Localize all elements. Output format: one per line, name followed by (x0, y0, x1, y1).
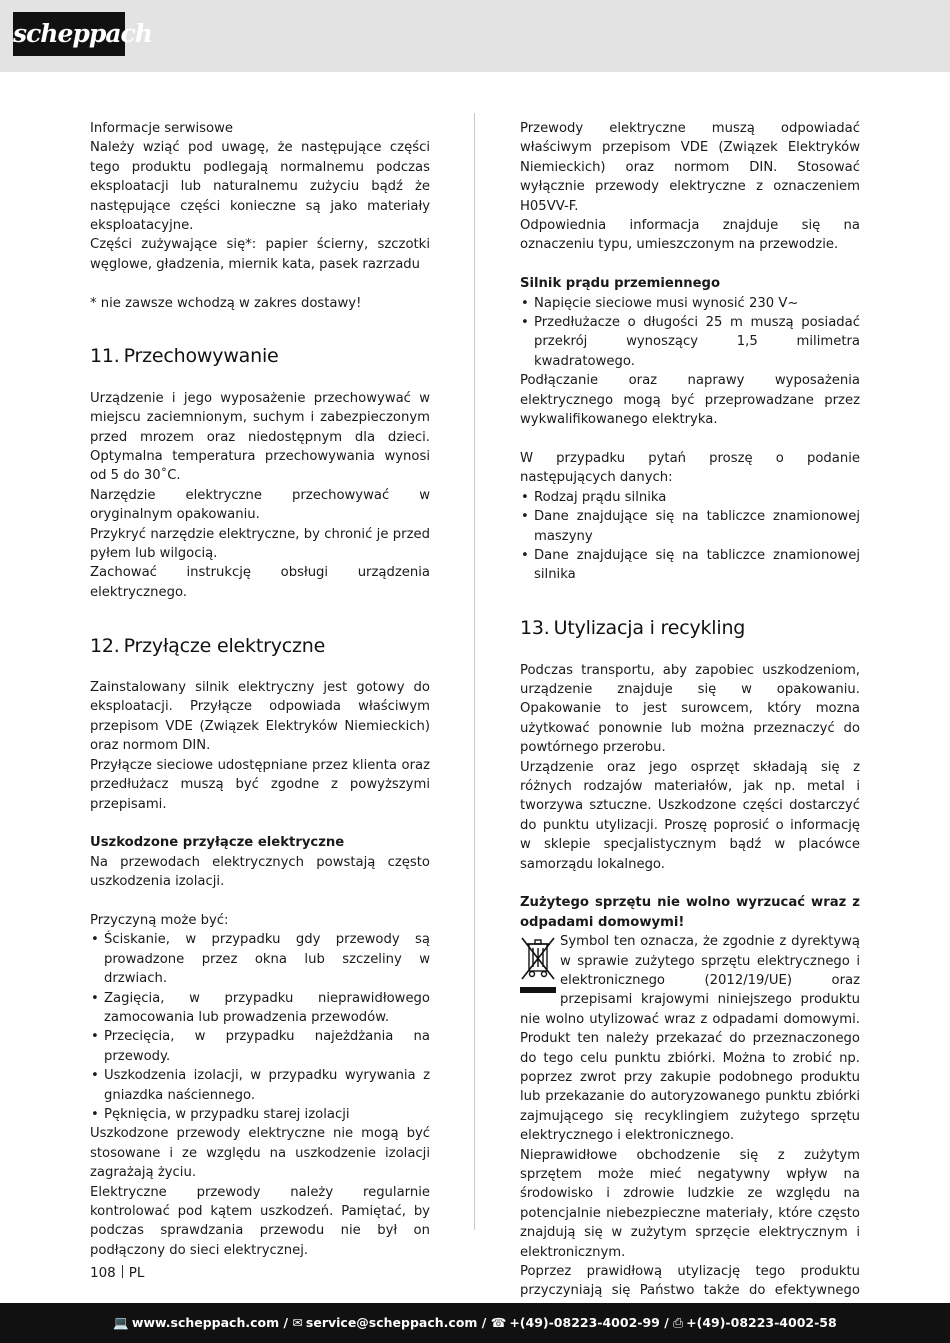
computer-icon: 💻 (113, 1315, 129, 1330)
language-code: PL (128, 1265, 145, 1281)
cables-paragraph: Odpowiednia informacja znajduje się na oznaczeniu typu, umieszczonym na przewodzie. (520, 218, 860, 253)
damaged-paragraph: Uszkodzone przewody elektryczne nie mogą być stosowane i ze względu na uszkodzenie izolacji zagrażają życiu. (90, 1126, 430, 1181)
phone-number: +(49)-08223-4002-99 (509, 1315, 660, 1330)
section-number: 12. (90, 634, 120, 657)
weee-paragraph: Nieprawidłowe obchodzenie się z zużytym sprzętem może mieć negatywny wpływ na środowisko i zdrowie ludzkie ze względu na potencjalnie niebezpieczne materiały, które często znajdują się w zużytym sprzęcie elektrycznym i elektronicznym. (520, 1147, 860, 1260)
storage-paragraph: Przykryć narzędzie elektryczne, by chronić je przed pyłem lub wilgocią. (90, 526, 430, 562)
weee-block (520, 932, 860, 1145)
wear-parts-paragraph: Części zużywające się*: papier ścierny, szczotki węglowe, gładzenia, miernik kata, pasek razrzadu (90, 237, 430, 272)
fax-number: +(49)-08223-4002-58 (686, 1315, 837, 1330)
service-title: Informacje serwisowe (90, 121, 233, 136)
list-item: • Dane znajdujące się na tabliczce znamionowej silnika (520, 546, 860, 585)
damaged-paragraph: Na przewodach elektrycznych powstają często uszkodzenia izolacji. (90, 854, 430, 890)
scheppach-logo: scheppach (13, 12, 125, 56)
column-divider (474, 113, 475, 1230)
list-item: • Zagięcia, w przypadku nieprawidłowego zamocowania lub prowadzenia przewodów. (90, 989, 430, 1028)
right-column (520, 119, 860, 1320)
list-item: • Przecięcia, w przypadku najeżdżania na przewody. (90, 1027, 430, 1066)
storage-paragraph: Urządzenie i jego wyposażenie przechowywać w miejscu zaciemnionym, suchym i zabezpieczonym przed mrozem oraz niedostępnym dla dzieci. Optymalna temperatura przechowywania wynosi od 5 do 30˚C. (90, 390, 430, 484)
crossed-bin-icon (520, 935, 556, 995)
page-number (90, 1265, 144, 1281)
separator: / (279, 1315, 293, 1330)
connection-paragraph: Zainstalowany silnik elektryczny jest gotowy do eksploatacji. Przyłącze odpowiada właściwym przepisom VDE (Związek Elektryków Niemieckich) oraz normom DIN. (90, 680, 430, 754)
page-number-value: 108 (90, 1265, 116, 1281)
list-item: • Dane znajdujące się na tabliczce znamionowej maszyny (520, 507, 860, 546)
weee-paragraph: Symbol ten oznacza, że zgodnie z dyrektywą w sprawie zużytego sprzętu elektrycznego i elektronicznego (2012/19/UE) oraz przepisami krajowymi niniejszego produktu nie wolno utylizować wraz z odpadami domowymi. Produkt ten należy przekazać do przeznaczonego do tego celu punktu zbiórki. Można to zrobić np. poprzez zwrot przy zakupie podobnego produktu lub przekazanie do autoryzowanego punktu zbiórki zajmującego się recyklingiem zużytego sprzętu elektrycznego i elektronicznego. (520, 934, 860, 1144)
delivery-note: * nie zawsze wchodzą w zakres dostawy! (90, 295, 362, 311)
separator: / (659, 1315, 674, 1330)
weee-paragraph: Poprzez prawidłową utylizację tego produktu przyczyniają się Państwo także do efektywnego (520, 1264, 860, 1299)
section-title: Utylizacja i recykling (553, 617, 746, 640)
separator: / (477, 1315, 491, 1330)
section-title: Przyłącze elektryczne (123, 634, 326, 657)
disposal-paragraph: Podczas transportu, aby zapobiec uszkodzeniom, urządzenie znajduje się w opakowaniu. Opakowanie to jest surowcem, który mozna użytkować ponownie lub można przeznaczyć do powtórnego przerobu. (520, 662, 860, 756)
storage-paragraph: Narzędzie elektryczne przechowywać w oryginalnym opakowaniu. (90, 487, 430, 523)
phone-icon: ☎ (490, 1315, 507, 1330)
ac-motor-list (520, 294, 860, 372)
email-link[interactable]: service@scheppach.com (305, 1315, 478, 1330)
storage-paragraph: Zachować instrukcję obsługi urządzenia elektrycznego. (90, 565, 430, 600)
section-number: 13. (520, 617, 550, 640)
disposal-paragraph: Urządzenie oraz jego osprzęt składają się z różnych rodzajów materiałów, jak np. metal i tworzywa sztuczne. Uszkodzone części dostarczyć do punktu utylizacji. Proszę poprosić o informację w sklepie specjalistycznym bądź w placówce samorządu lokalnego. (520, 759, 860, 872)
ac-motor-subheading: Silnik prądu przemiennego (520, 276, 721, 292)
contact-footer (0, 1303, 950, 1343)
list-item: • Przedłużacze o długości 25 m muszą posiadać przekrój wynoszący 1,5 milimetra kwadratowego. (520, 313, 860, 371)
website-link[interactable]: www.scheppach.com (131, 1315, 280, 1330)
questions-intro: W przypadku pytań proszę o podanie następujących danych: (520, 450, 860, 486)
cables-paragraph: Przewody elektryczne muszą odpowiadać właściwym przepisom VDE (Związek Elektryków Niemieckich) oraz normom DIN. Stosować wyłącznie przewody elektryczne z oznaczeniem H05VV-F. (520, 121, 860, 214)
separator (122, 1265, 123, 1278)
causes-intro: Przyczyną może być: (90, 912, 229, 928)
list-item: • Ściskanie, w przypadku gdy przewody są prowadzone przez okna lub szczeliny w drzwiach. (90, 930, 430, 988)
section-title: Przechowywanie (123, 345, 279, 368)
list-item: • Pęknięcia, w przypadku starej izolacji (90, 1105, 430, 1124)
left-column (90, 119, 430, 1260)
damaged-connection-subheading: Uszkodzone przyłącze elektryczne (90, 835, 345, 851)
section-12-heading (90, 633, 430, 659)
damaged-paragraph: Elektryczne przewody należy regularnie kontrolować pod kątem uszkodzeń. Pamiętać, by podczas sprawdzania przewodu nie był on podłączony do sieci elektrycznej. (90, 1184, 430, 1258)
ac-motor-paragraph: Podłączanie oraz naprawy wyposażenia elektrycznego mogą być przeprowadzane przez wykwalifikowanego elektryka. (520, 373, 860, 428)
envelope-icon: ✉ (292, 1315, 303, 1330)
list-item: • Rodzaj prądu silnika (520, 488, 860, 507)
causes-list (90, 930, 430, 1124)
list-item: • Napięcie sieciowe musi wynosić 230 V~ (520, 294, 860, 313)
section-11-heading (90, 343, 430, 369)
questions-list (520, 488, 860, 585)
service-paragraph: Należy wziąć pod uwagę, że następujące części tego produktu podlegają normalnemu podczas eksploatacji lub naturalnemu zużyciu bądź że następujące części konieczne są jako materiały eksploatacyjne. (90, 140, 430, 234)
weee-subheading: Zużytego sprzętu nie wolno wyrzucać wraz z odpadami domowymi! (520, 895, 860, 930)
list-item: • Uszkodzenia izolacji, w przypadku wyrywania z gniazdka naściennego. (90, 1066, 430, 1105)
page-header (0, 0, 950, 72)
section-number: 11. (90, 345, 120, 368)
connection-paragraph: Przyłącze sieciowe udostępniane przez klienta oraz przedłużacz muszą być zgodne z powyższymi przepisami. (90, 757, 430, 812)
fax-icon: ⎙ (673, 1315, 684, 1330)
section-13-heading (520, 615, 860, 641)
